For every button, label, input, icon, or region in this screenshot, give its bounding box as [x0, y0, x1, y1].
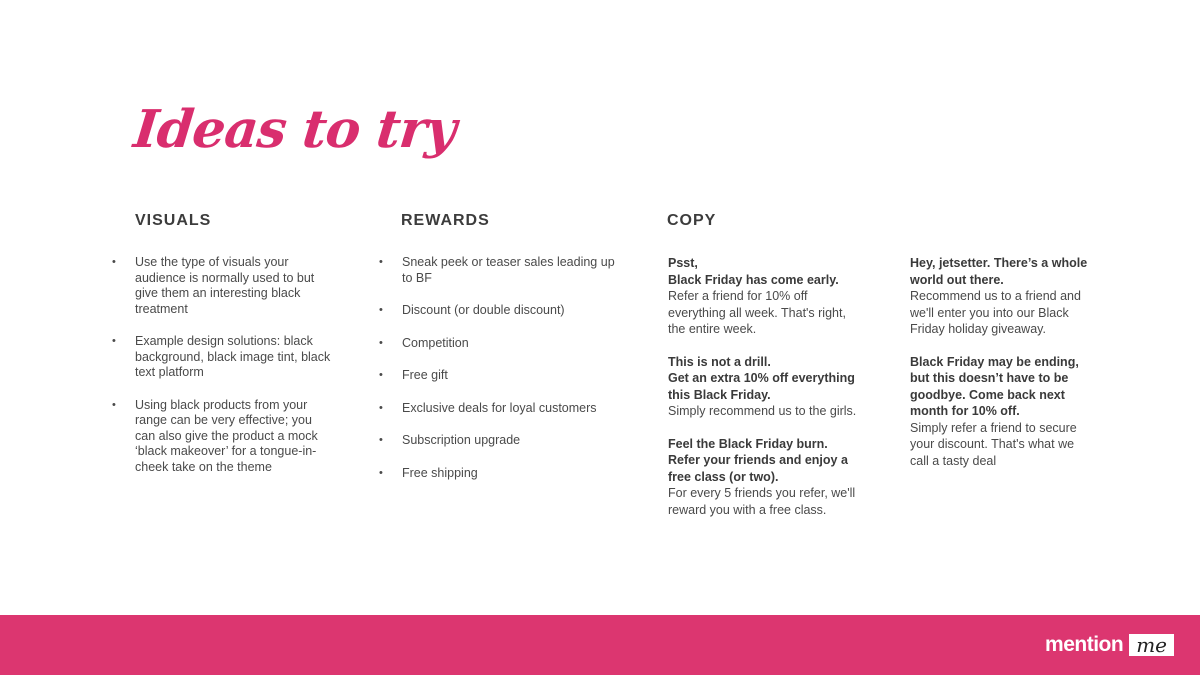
- copy-example: [668, 255, 863, 338]
- bullet-icon: •: [379, 466, 383, 479]
- copy-headline: Hey, jetsetter. There’s a whole world out there.: [910, 256, 1088, 287]
- copy-examples-right: [910, 255, 1095, 485]
- copy-headline: Black Friday may be ending, but this doesn’t have to be goodbye. Come back next month for 10% off.: [910, 354, 1079, 418]
- copy-body: Recommend us to a friend and we'll enter you into our Black Friday holiday giveaway.: [910, 289, 1081, 336]
- list-item: [112, 255, 335, 317]
- copy-headline: Feel the Black Friday burn.: [668, 436, 828, 451]
- list-item: [112, 397, 335, 476]
- list-item: [379, 303, 617, 319]
- list-item-text: Example design solutions: black background, black image tint, black text platform: [135, 334, 331, 379]
- visuals-heading: VISUALS: [135, 212, 212, 229]
- rewards-list: [379, 255, 617, 498]
- bullet-icon: •: [112, 256, 116, 268]
- copy-example: [668, 354, 863, 420]
- copy-headline: Black Friday has come early.: [668, 272, 839, 287]
- list-item: [379, 335, 617, 352]
- bullet-icon: •: [379, 401, 383, 414]
- list-item: [379, 400, 617, 417]
- copy-examples-left: [668, 255, 863, 534]
- list-item-text: Sneak peek or teaser sales leading up to BF: [402, 255, 615, 285]
- logo-wordmark: mention: [1045, 633, 1124, 656]
- list-item-text: Using black products from your range can be very effective; you can also give the product a mock ‘black makeover’ for a tongue-in-cheek take on the theme: [135, 397, 318, 474]
- list-item-text: Subscription upgrade: [402, 433, 521, 447]
- list-item-text: Free shipping: [402, 465, 478, 480]
- list-item-text: Competition: [402, 335, 469, 350]
- list-item: [379, 368, 617, 384]
- bullet-icon: •: [379, 256, 383, 268]
- page-title: Ideas to try: [130, 99, 459, 160]
- bullet-icon: •: [379, 304, 383, 316]
- copy-heading: COPY: [667, 212, 717, 229]
- copy-example: [910, 255, 1095, 338]
- list-item-text: Discount (or double discount): [402, 303, 565, 317]
- visuals-list: [112, 255, 335, 492]
- copy-headline: Refer your friends and enjoy a free class (or two).: [668, 453, 848, 484]
- copy-body: Simply refer a friend to secure your discount. That's what we call a tasty deal: [910, 420, 1077, 468]
- copy-headline: Get an extra 10% off everything this Black Friday.: [668, 371, 855, 402]
- rewards-heading: REWARDS: [401, 212, 490, 229]
- copy-body: Refer a friend for 10% off everything all week. That's right, the entire week.: [668, 289, 846, 336]
- list-item-text: Use the type of visuals your audience is normally used to but give them an interesting black treatment: [135, 255, 315, 316]
- copy-example: [668, 436, 863, 519]
- brand-logo: [1045, 632, 1174, 658]
- list-item: [112, 334, 335, 381]
- list-item-text: Free gift: [402, 368, 448, 382]
- bullet-icon: •: [379, 369, 383, 381]
- copy-example: [910, 354, 1095, 470]
- list-item-text: Exclusive deals for loyal customers: [402, 400, 597, 415]
- copy-headline: Psst,: [668, 256, 698, 270]
- list-item: [379, 465, 617, 482]
- copy-body: Simply recommend us to the girls.: [668, 404, 857, 418]
- bullet-icon: •: [379, 434, 383, 446]
- footer-bar: [0, 615, 1200, 675]
- copy-body: For every 5 friends you refer, we'll reward you with a free class.: [668, 486, 856, 517]
- copy-headline: This is not a drill.: [668, 354, 771, 369]
- logo-box: me: [1129, 634, 1174, 656]
- bullet-icon: •: [379, 336, 383, 349]
- bullet-icon: •: [112, 398, 116, 411]
- list-item: [379, 255, 617, 286]
- list-item: [379, 433, 617, 449]
- bullet-icon: •: [112, 335, 116, 347]
